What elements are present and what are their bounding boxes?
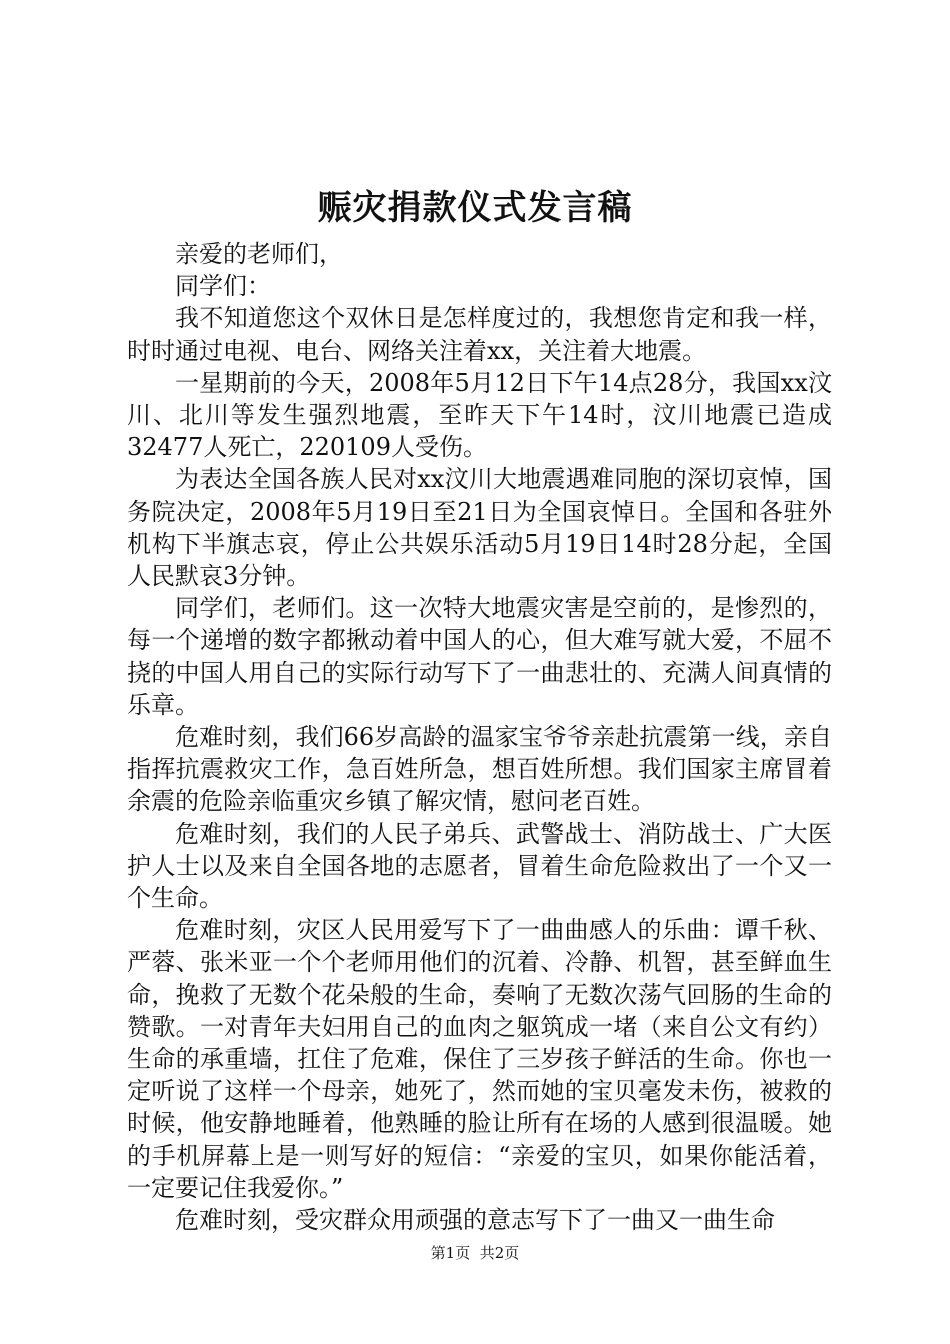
paragraph: 危难时刻，我们的人民子弟兵、武警战士、消防战士、广大医护人士以及来自全国各地的志愿者，冒着生命危险救出了一个又一个生命。 — [127, 819, 832, 913]
page-footer — [0, 1243, 950, 1263]
paragraph: 我不知道您这个双休日是怎样度过的，我想您肯定和我一样，时时通过电视、电台、网络关注着xx，关注着大地震。 — [127, 304, 832, 365]
paragraph: 为表达全国各族人民对xx汶川大地震遇难同胞的深切哀悼，国务院决定，2008年5月19日至21日为全国哀悼日。全国和各驻外机构下半旗志哀，停止公共娱乐活动5月19日14时28分起，全国人民默哀3分钟。 — [127, 465, 832, 591]
paragraph: 危难时刻，我们66岁高龄的温家宝爷爷亲赴抗震第一线，亲自指挥抗震救灾工作，急百姓所急，想百姓所想。我们国家主席冒着余震的危险亲临重灾乡镇了解灾情，慰问老百姓。 — [127, 723, 832, 816]
document-body — [127, 238, 832, 1236]
paragraph-greeting-teachers: 亲爱的老师们， — [175, 240, 343, 268]
paragraph: 同学们，老师们。这一次特大地震灾害是空前的，是惨烈的，每一个递增的数字都揪动着中国人的心，但大难写就大爱，不屈不挠的中国人用自己的实际行动写下了一曲悲壮的、充满人间真情的乐章。 — [127, 594, 832, 719]
paragraph: 一星期前的今天，2008年5月12日下午14点28分，我国xx汶川、北川等发生强烈地震，至昨天下午14时，汶川地震已造成32477人死亡，220109人受伤。 — [127, 368, 832, 462]
page-total: 共2页 — [479, 1244, 520, 1262]
paragraph: 危难时刻，灾区人民用爱写下了一曲曲感人的乐曲：谭千秋、严蓉、张米亚一个个老师用他们的沉着、冷静、机智，甚至鲜血生命，挽救了无数个花朵般的生命，奏响了无数次荡气回肠的生命的赞歌。一对青年夫妇用自己的血肉之躯筑成一堵（来自公文有约）生命的承重墙，扛住了危难，保住了三岁孩子鲜活的生命。你也一定听说了这样一个母亲，她死了，然而她的宝贝毫发未伤，被救的时候，他安静地睡着，他熟睡的脸让所有在场的人感到很温暖。她的手机屏幕上是一则写好的短信：“亲爱的宝贝，如果你能活着，一定要记住我爱你。” — [127, 916, 832, 1202]
paragraph: 危难时刻，受灾群众用顽强的意志写下了一曲又一曲生命 — [175, 1206, 775, 1235]
document-title: 赈灾捐款仪式发言稿 — [317, 188, 633, 228]
page-number: 第1页 — [430, 1244, 471, 1262]
paragraph-greeting-students: 同学们： — [175, 272, 271, 301]
